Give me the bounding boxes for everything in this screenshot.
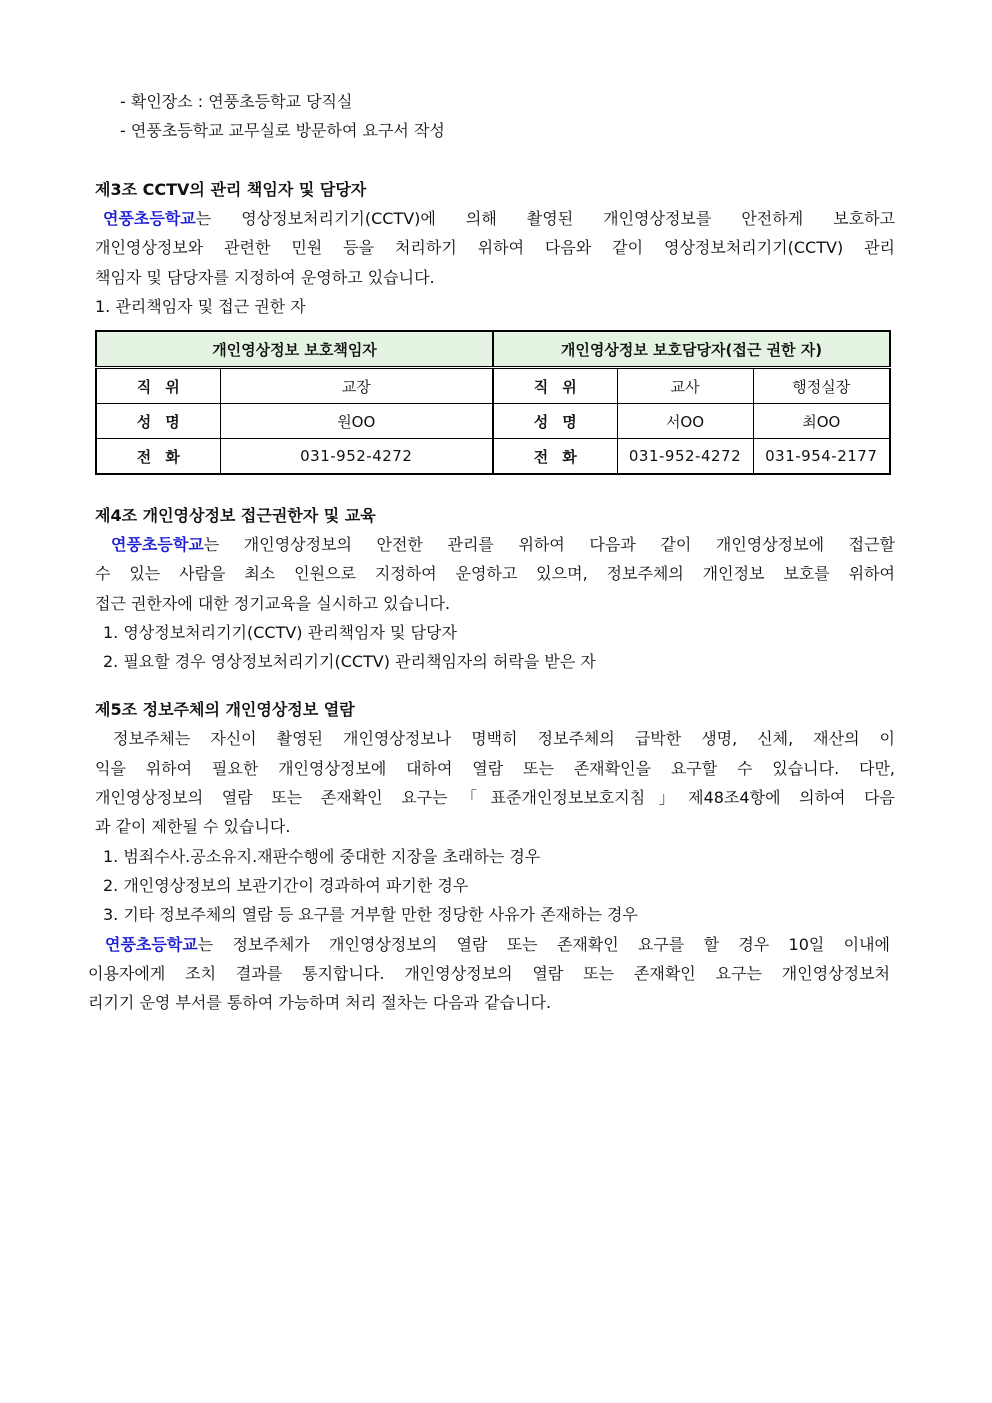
value-phone-principal: 031-952-4272 (220, 439, 493, 475)
label-position-left: 직위 (96, 368, 220, 404)
section4-item-2: 2. 필요할 경우 영상정보처리기기(CCTV) 관리책임자의 허락을 받은 자 (103, 652, 596, 671)
intro-item-visit: - 연풍초등학교 교무실로 방문하여 요구서 작성 (120, 121, 445, 140)
intro-item-location: - 확인장소 : 연풍초등학교 당직실 (120, 92, 353, 111)
section5-para2-line1-text: 는 정보주체가 개인영상정보의 열람 또는 존재확인 요구를 할 경우 10일 이내에 (197, 935, 890, 954)
section4-item-1: 1. 영상정보처리기기(CCTV) 관리책임자 및 담당자 (103, 623, 457, 642)
value-phone-teacher: 031-952-4272 (617, 439, 753, 475)
value-phone-admin-chief: 031-954-2177 (753, 439, 890, 475)
label-name-right: 성명 (493, 404, 617, 439)
section5-para-line4: 과 같이 제한될 수 있습니다. (95, 817, 291, 836)
section3-para-line2: 개인영상정보와 관련한 민원 등을 처리하기 위하여 다음와 같이 영상정보처리기기(CCTV) 관리 (95, 238, 895, 257)
section5-title: 제5조 정보주체의 개인영상정보 열람 (95, 700, 355, 719)
section5-item-2: 2. 개인영상정보의 보관기간이 경과하여 파기한 경우 (103, 876, 469, 895)
value-name-teacher: 서OO (617, 404, 753, 439)
section5-para-line2: 익을 위하여 필요한 개인영상정보에 대하여 열람 또는 존재확인을 요구할 수 있습니다. 다만, (95, 759, 895, 778)
section4-title: 제4조 개인영상정보 접근권한자 및 교육 (95, 506, 376, 525)
header-privacy-officer: 개인영상정보 보호책임자 (96, 331, 493, 368)
section4-para-line2: 수 있는 사람을 최소 인원으로 지정하여 운영하고 있으며, 정보주체의 개인정보 보호를 위하여 (95, 564, 895, 583)
section5-para2-line3: 리기기 운영 부서를 통하여 가능하며 처리 절차는 다음과 같습니다. (88, 993, 552, 1012)
table-row-position (96, 368, 890, 404)
section5-para2-line2: 이용자에게 조치 결과를 통지합니다. 개인영상정보의 열람 또는 존재확인 요구는 개인영상정보처 (88, 964, 890, 983)
table-row-phone (96, 439, 890, 475)
header-privacy-manager: 개인영상정보 보호담당자(접근 권한 자) (493, 331, 890, 368)
table-header-row (96, 331, 890, 368)
value-name-admin-chief: 최OO (753, 404, 890, 439)
section5-para2-line1 (95, 935, 890, 955)
section3-para-line1 (95, 209, 895, 229)
section3-sub-item: 1. 관리책임자 및 접근 권한 자 (95, 297, 306, 316)
label-name-left: 성명 (96, 404, 220, 439)
section3-para-line1-text: 는 영상정보처리기기(CCTV)에 의해 촬영된 개인영상정보를 안전하게 보호하고 (195, 209, 895, 228)
section3-para-line3: 책임자 및 담당자를 지정하여 운영하고 있습니다. (95, 268, 435, 287)
value-position-teacher: 교사 (617, 368, 753, 404)
school-name: 연풍초등학교 (111, 535, 204, 554)
cctv-manager-table (95, 330, 891, 475)
table-row-name (96, 404, 890, 439)
section4-para-line1 (95, 535, 895, 555)
section3-title: 제3조 CCTV의 관리 책임자 및 담당자 (95, 180, 367, 199)
section4-para-line3: 접근 권한자에 대한 정기교육을 실시하고 있습니다. (95, 594, 451, 613)
value-position-admin-chief: 행정실장 (753, 368, 890, 404)
section5-item-1: 1. 범죄수사.공소유지.재판수행에 중대한 지장을 초래하는 경우 (103, 847, 541, 866)
section5-item-3: 3. 기타 정보주체의 열람 등 요구를 거부할 만한 정당한 사유가 존재하는 경우 (103, 905, 638, 924)
value-position-principal: 교장 (220, 368, 493, 404)
label-phone-left: 전화 (96, 439, 220, 475)
school-name: 연풍초등학교 (103, 209, 196, 228)
value-name-principal: 원OO (220, 404, 493, 439)
section5-para-line1: 정보주체는 자신이 촬영된 개인영상정보나 명백히 정보주체의 급박한 생명, 신체, 재산의 이 (113, 729, 895, 748)
label-phone-right: 전화 (493, 439, 617, 475)
label-position-right: 직위 (493, 368, 617, 404)
section5-para-line3: 개인영상정보의 열람 또는 존재확인 요구는「표준개인정보보호지침」제48조4항에 의하여 다음 (95, 788, 895, 807)
section4-para-line1-text: 는 개인영상정보의 안전한 관리를 위하여 다음과 같이 개인영상정보에 접근할 (203, 535, 895, 554)
school-name: 연풍초등학교 (105, 935, 198, 954)
